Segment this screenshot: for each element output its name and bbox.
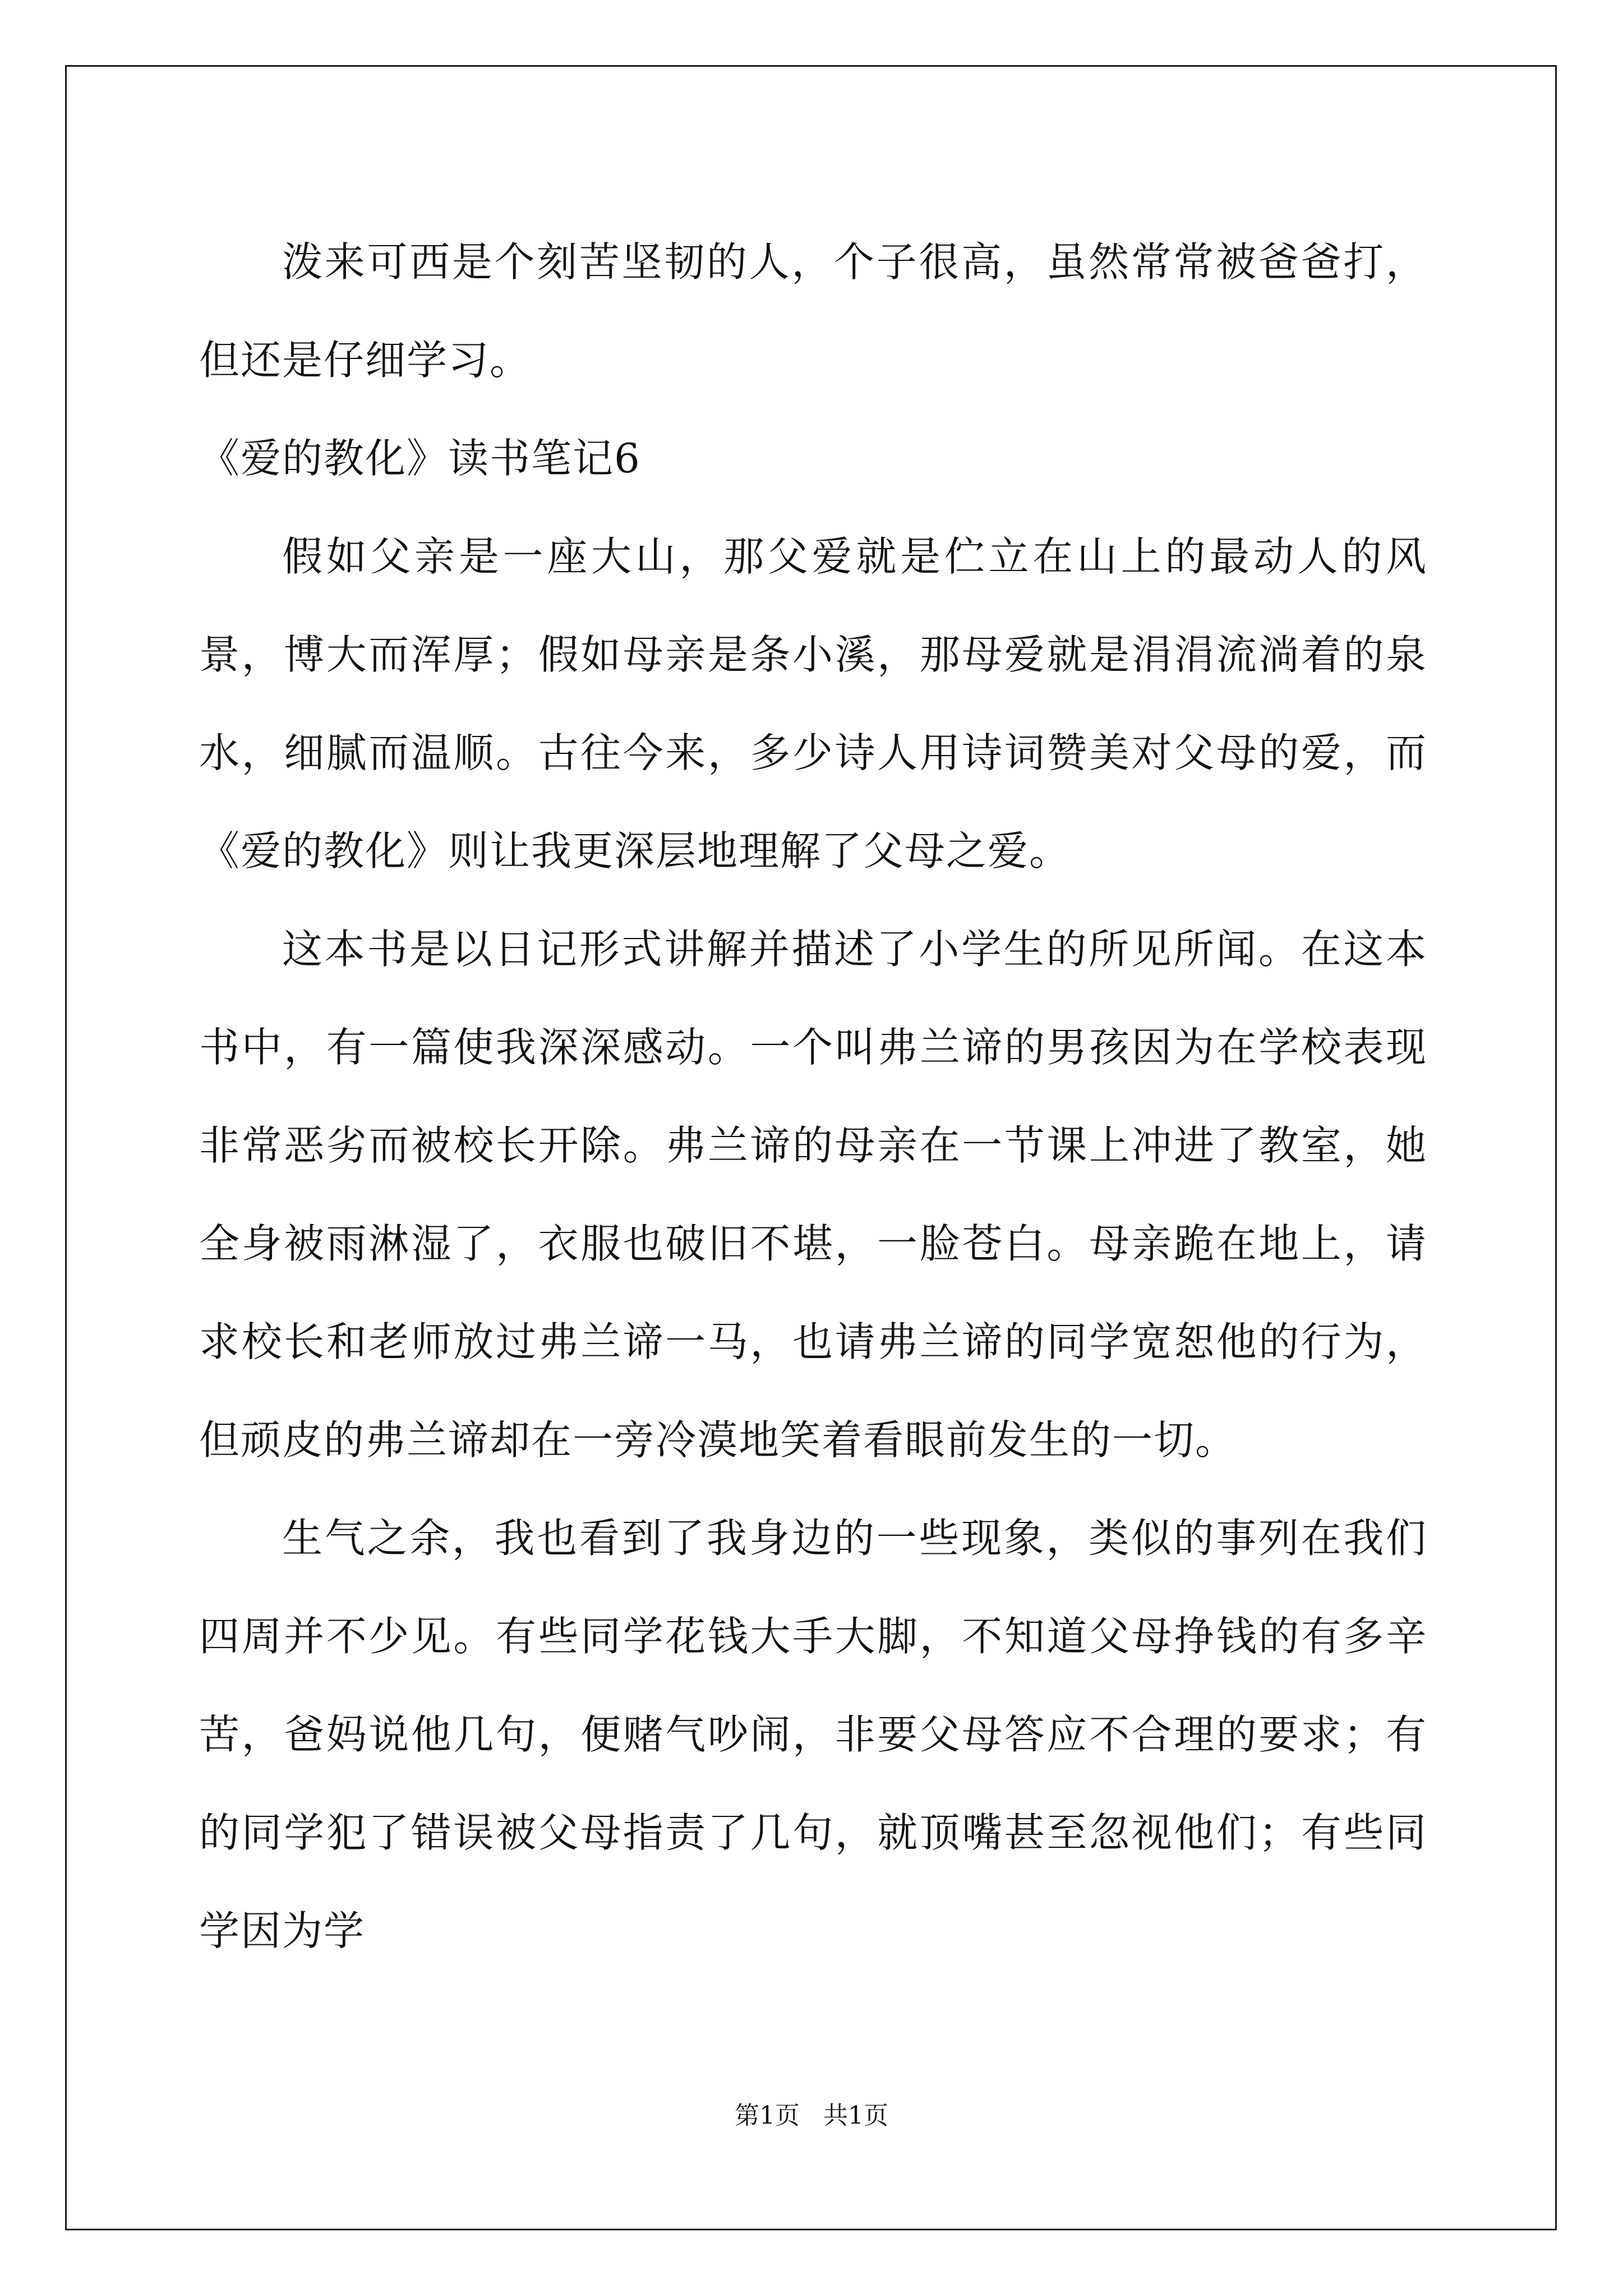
- section-heading: 《爱的教化》读书笔记6: [199, 435, 641, 482]
- page-total: 共1页: [823, 2101, 888, 2130]
- paragraph-2: 假如父亲是一座大山，那父爱就是伫立在山上的最动人的风景，博大而浑厚；假如母亲是条小溪，那母爱就是涓涓流淌着的泉水，细腻而温顺。古往今来，多少诗人用诗词赞美对父母的爱，而《爱的教化》则让我更深层地理解了父母之爱。: [199, 533, 1427, 875]
- page-number: 第1页: [735, 2101, 800, 2130]
- page-footer: [0, 2099, 1623, 2133]
- paragraph-4: 生气之余，我也看到了我身边的一些现象，类似的事列在我们四周并不少见。有些同学花钱大手大脚，不知道父母挣钱的有多辛苦，爸妈说他几句，便赌气吵闹，非要父母答应不合理的要求；有的同学犯了错误被父母指责了几句，就顶嘴甚至忽视他们；有些同学因为学: [199, 1515, 1427, 1954]
- paragraph-3: 这本书是以日记形式讲解并描述了小学生的所见所闻。在这本书中，有一篇使我深深感动。一个叫弗兰谛的男孩因为在学校表现非常恶劣而被校长开除。弗兰谛的母亲在一节课上冲进了教室，她全身被雨淋湿了，衣服也破旧不堪，一脸苍白。母亲跪在地上，请求校长和老师放过弗兰谛一马，也请弗兰谛的同学宽恕他的行为，但顽皮的弗兰谛却在一旁冷漠地笑着看眼前发生的一切。: [199, 926, 1427, 1464]
- document-body: [199, 213, 1427, 1980]
- paragraph-1: 泼来可西是个刻苦坚韧的人，个子很高，虽然常常被爸爸打，但还是仔细学习。: [199, 238, 1427, 384]
